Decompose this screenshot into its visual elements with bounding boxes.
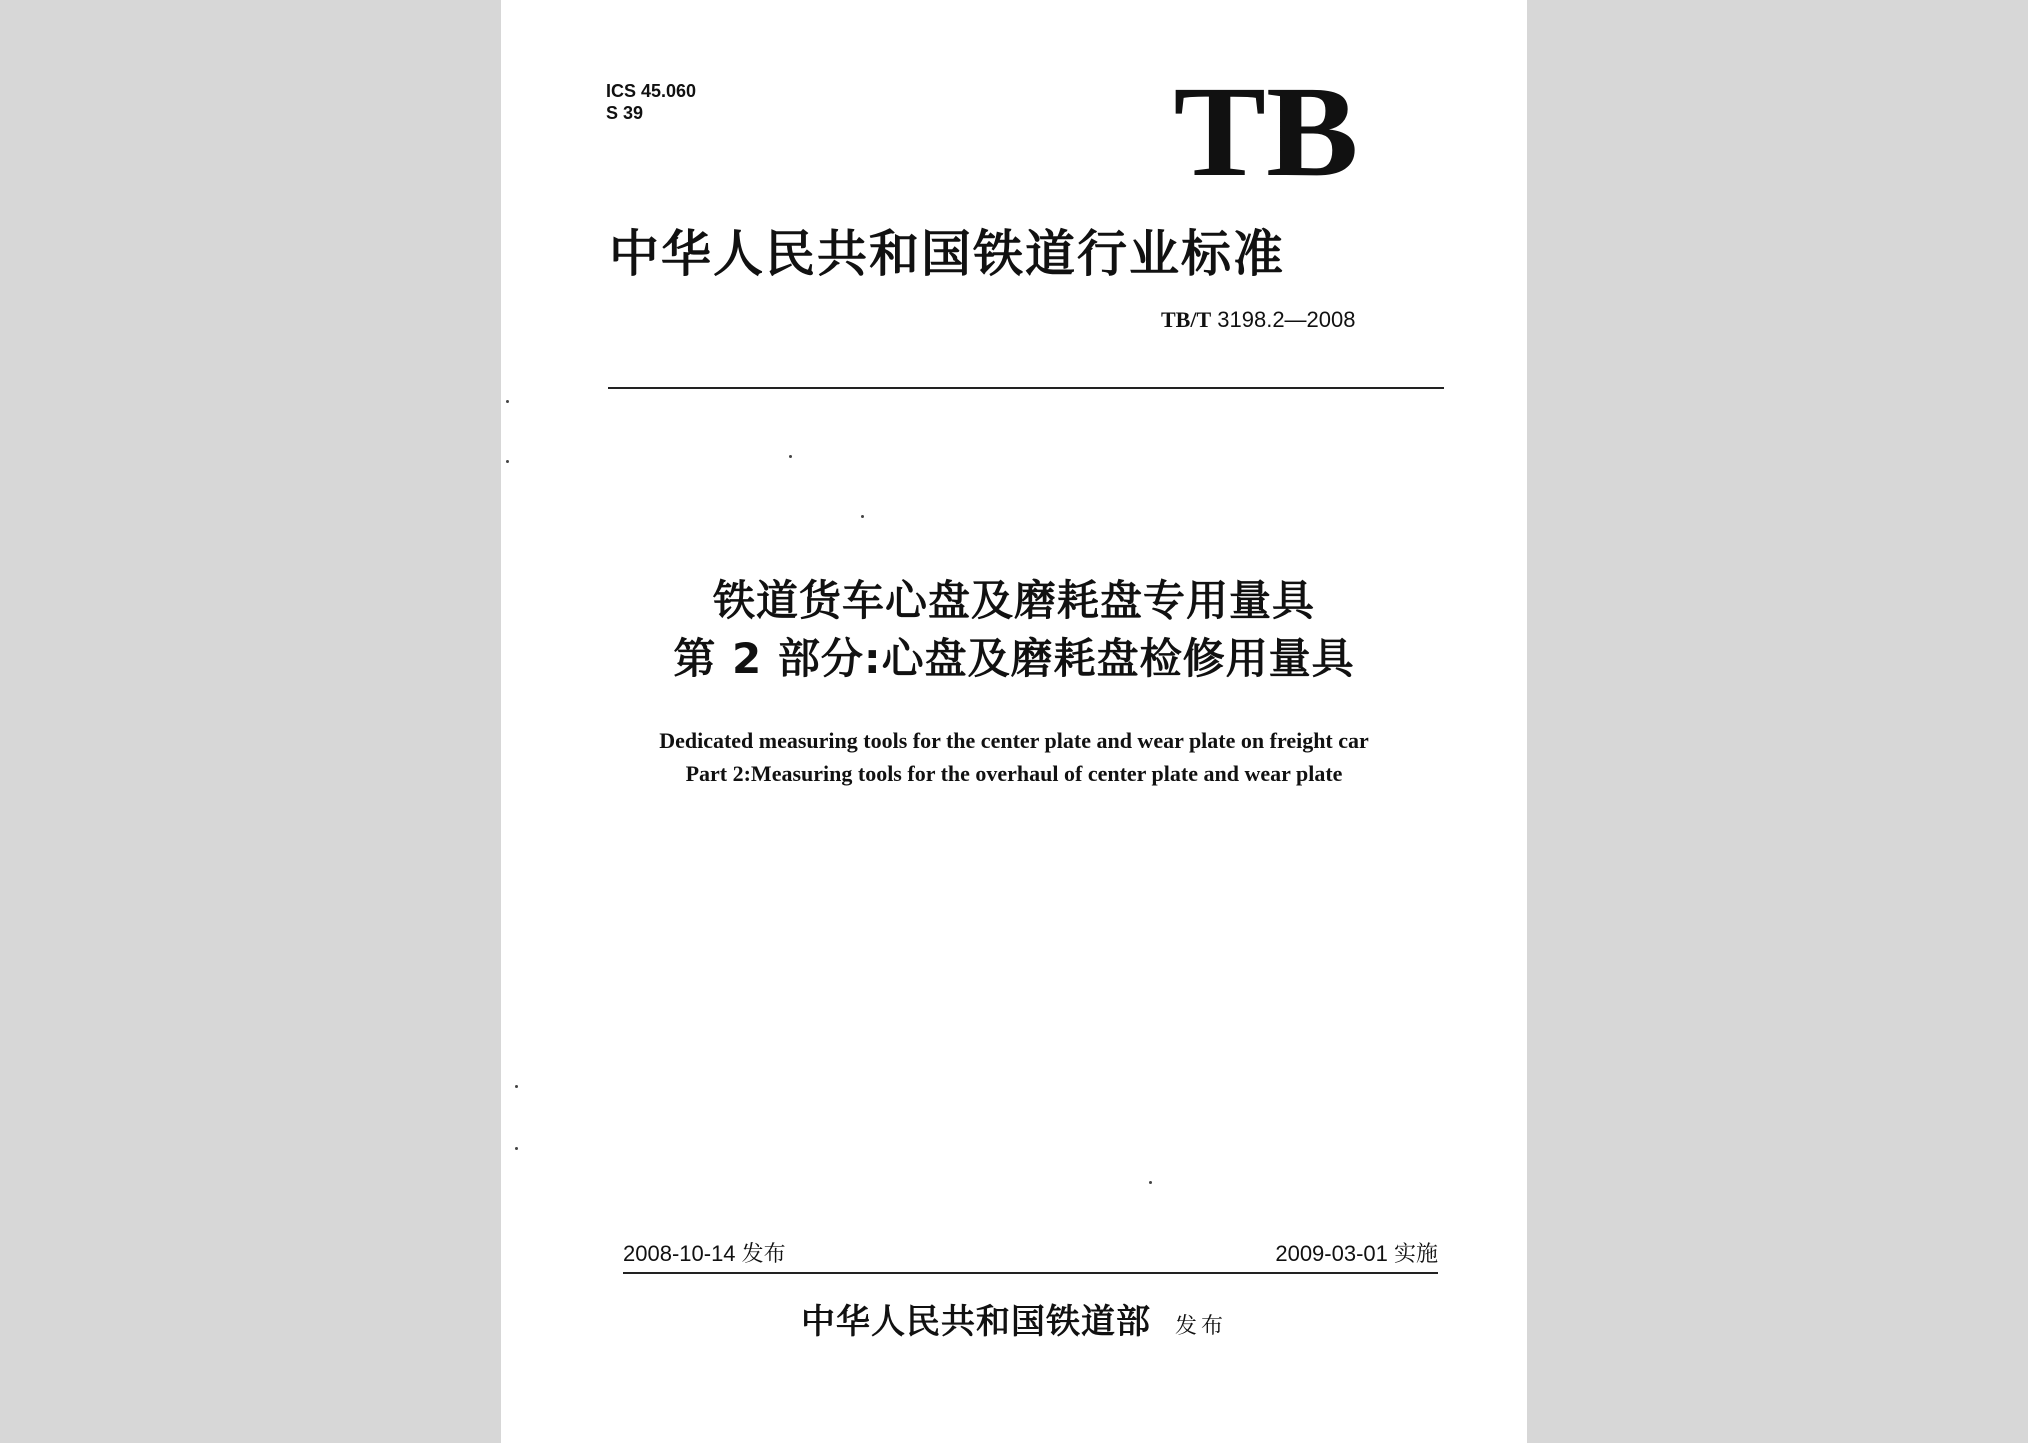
implementation-date: 2009-03-01 实施 bbox=[1275, 1241, 1438, 1266]
header-divider bbox=[608, 387, 1444, 389]
scan-speck bbox=[1149, 1181, 1152, 1184]
chinese-title-line-2: 第 2 部分:心盘及磨耗盘检修用量具 bbox=[673, 634, 1355, 683]
chinese-title-line-1: 铁道货车心盘及磨耗盘专用量具 bbox=[712, 576, 1315, 625]
standard-prefix: TB/T bbox=[1161, 307, 1212, 332]
scan-speck bbox=[515, 1085, 518, 1088]
industry-standard-title: 中华人民共和国铁道行业标准 bbox=[609, 224, 1285, 283]
scan-speck bbox=[515, 1147, 518, 1150]
tb-logo-mark bbox=[1166, 70, 1366, 190]
scan-speck bbox=[506, 460, 509, 463]
classification-codes bbox=[606, 80, 696, 124]
ics-code: ICS 45.060 bbox=[606, 81, 697, 101]
scan-speck bbox=[506, 400, 509, 403]
publish-action: 发布 bbox=[1174, 1314, 1227, 1339]
publisher-line bbox=[501, 1300, 1527, 1349]
scan-speck bbox=[789, 455, 792, 458]
scan-speck bbox=[861, 515, 864, 518]
issue-date: 2008-10-14 发布 bbox=[623, 1241, 786, 1266]
english-title-line-1: Dedicated measuring tools for the center plate and wear plate on freight car bbox=[659, 728, 1369, 753]
standard-code: 3198.2—2008 bbox=[1217, 307, 1356, 332]
english-title-line-2: Part 2:Measuring tools for the overhaul of center plate and wear plate bbox=[685, 761, 1343, 786]
publisher-name: 中华人民共和国铁道部 bbox=[800, 1302, 1151, 1342]
tb-logo bbox=[1166, 70, 1366, 190]
footer-divider bbox=[623, 1272, 1438, 1274]
standard-number bbox=[1161, 306, 1356, 334]
document-cover-page bbox=[501, 0, 1527, 1443]
ccs-code: S 39 bbox=[606, 103, 644, 123]
tb-logo-text: TB bbox=[1173, 70, 1359, 190]
